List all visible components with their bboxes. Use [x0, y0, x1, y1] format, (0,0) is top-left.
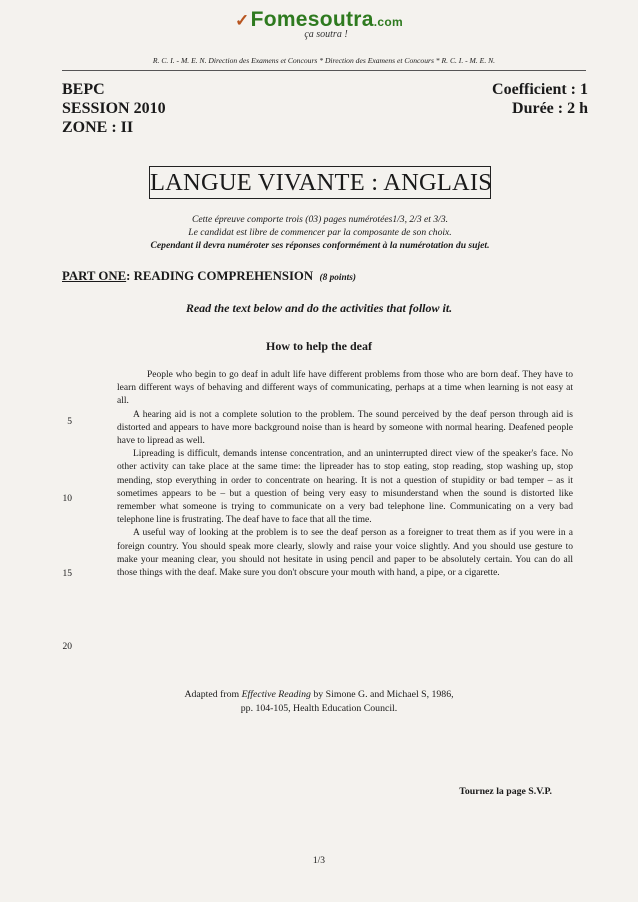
exam-name: BEPC — [62, 81, 105, 98]
line-number: 20 — [62, 642, 72, 652]
turn-page-note: Tournez la page S.V.P. — [459, 786, 552, 797]
part-title: : READING COMPREHENSION — [126, 269, 314, 283]
exam-instructions — [80, 213, 560, 253]
line-number: 5 — [67, 417, 72, 427]
task-instruction: Read the text below and do the activities that follow it. — [185, 301, 453, 315]
line-number: 10 — [62, 494, 72, 504]
source-prefix: Adapted from — [184, 689, 242, 700]
source-book: Effective Reading — [241, 689, 311, 700]
passage-paragraph: A useful way of looking at the problem is to see the deaf person as a foreigner to treat them as if you were in a foreign country. You should speak more clearly, slowly and raise your voice slightly. And you should use gesture to make your meaning clear, you should not hesitate in using pencil and paper to be absolutely certain. You can do all those things with the deaf. Make sure you don't obscure your mouth with hand, a pipe, or a cigarette. — [117, 528, 573, 579]
exam-meta — [492, 80, 588, 118]
reading-passage — [117, 369, 573, 580]
site-logo — [0, 8, 638, 40]
exam-session: SESSION 2010 — [62, 100, 166, 117]
passage-paragraph: A hearing aid is not a complete solution to the problem. The sound perceived by the deaf person through aid is distorted and appears to have more background noise than is heard by someone with normal hearing. Deafened people have to lipread as well. — [117, 409, 573, 447]
subject-title-box — [149, 166, 491, 199]
exam-info — [62, 80, 166, 137]
passage-paragraph: Lipreading is difficult, demands intense concentration, and an uninterrupted direct view of the speaker's face. No other activity can take place at the same time: the lipreader has to stop eating, stop reading, stop washing up, stop mending, stop everything in order to concentrate on hearing. It is not a question of stupidity or bad temper – as it sometimes appears to be – but a question of being very easy to misunderstand when the sound is distorted like remember what someone is trying to communicate on a very bad telephone line. Communicating on a very bad telephone line is frustrating. The deaf have to face that all the time. — [117, 449, 573, 526]
part-points: (8 points) — [319, 273, 356, 283]
instruction-line: Le candidat est libre de commencer par la composante de son choix. — [188, 227, 452, 239]
duration: Durée : 2 h — [512, 100, 588, 117]
header-divider — [62, 70, 586, 71]
logo-name: Fomesoutra — [250, 8, 374, 31]
part-label: PART ONE — [62, 269, 127, 283]
exam-zone: ZONE : II — [62, 119, 134, 136]
checkmark-icon: ✓ — [235, 11, 250, 30]
subject-title: LANGUE VIVANTE : ANGLAIS — [150, 169, 493, 196]
source-authors: by Simone G. and Michael S, 1986, — [310, 689, 454, 700]
part-heading — [62, 269, 356, 284]
instruction-line-bold: Cependant il devra numéroter ses réponses conformément à la numérotation du sujet. — [150, 240, 490, 252]
page-number: 1/3 — [312, 856, 326, 866]
source-publisher: pp. 104-105, Health Education Council. — [240, 703, 398, 714]
line-number: 15 — [62, 569, 72, 579]
source-citation — [0, 688, 638, 716]
organization-line: R. C. I. - M. E. N. Direction des Examens et Concours * Direction des Examens et Concours * R. C. I. - M. E. N. — [152, 56, 496, 65]
text-title: How to help the deaf — [266, 339, 372, 353]
logo-suffix: .com — [373, 15, 403, 29]
coefficient: Coefficient : 1 — [492, 81, 588, 98]
passage-paragraph: People who begin to go deaf in adult life have different problems from those who are born deaf. They have to learn different ways of behaving and different ways of communicating, perhaps at a time when learning is not easy at all. — [117, 370, 573, 407]
logo-tagline: ça soutra ! — [304, 29, 348, 40]
instruction-line: Cette épreuve comporte trois (03) pages numérotées1/3, 2/3 et 3/3. — [191, 214, 449, 225]
